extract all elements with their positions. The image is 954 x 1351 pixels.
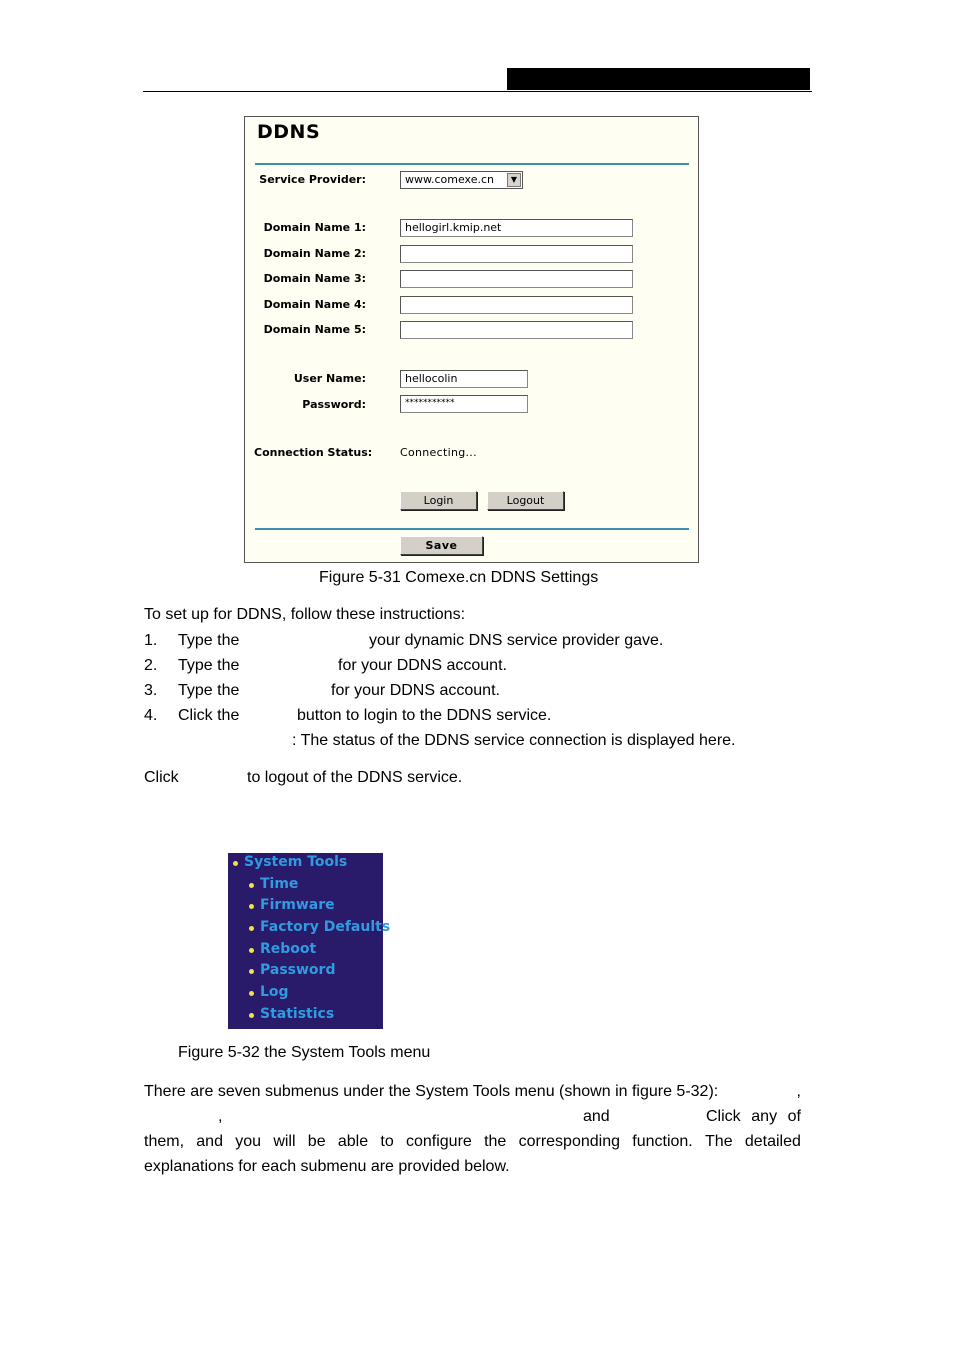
menu-item-log[interactable]: Log bbox=[260, 984, 289, 1000]
menu-item-firmware[interactable]: Firmware bbox=[260, 897, 335, 913]
body-word: able bbox=[337, 1133, 369, 1150]
bullet-icon bbox=[249, 991, 254, 996]
bullet-icon bbox=[249, 926, 254, 931]
domain-name-1-label: Domain Name 1: bbox=[263, 221, 366, 234]
step-4-text: button to login to the DDNS service. bbox=[297, 707, 552, 724]
body-word: Click bbox=[706, 1108, 741, 1125]
service-provider-value: www.comexe.cn bbox=[405, 173, 494, 186]
logout-note-text: to logout of the DDNS service. bbox=[247, 769, 463, 786]
domain-name-1-input[interactable]: hellogirl.kmip.net bbox=[400, 219, 633, 237]
figure-5-32-caption: Figure 5-32 the System Tools menu bbox=[178, 1044, 431, 1061]
body-word: detailed bbox=[744, 1133, 801, 1150]
body-line-3 bbox=[144, 1129, 801, 1154]
header-bar bbox=[507, 68, 810, 90]
step-1-lead: Type the bbox=[178, 632, 240, 649]
body-word: function. bbox=[632, 1133, 693, 1150]
body-word: corresponding bbox=[518, 1133, 620, 1150]
service-provider-label: Service Provider: bbox=[259, 173, 366, 186]
step-3-lead: Type the bbox=[178, 682, 240, 699]
password-label: Password: bbox=[302, 398, 366, 411]
user-name-label: User Name: bbox=[293, 372, 366, 385]
body-paragraph bbox=[144, 1079, 801, 1179]
connection-status-value: Connecting... bbox=[400, 446, 477, 459]
body-word: will bbox=[273, 1133, 296, 1150]
domain-name-5-input[interactable] bbox=[400, 321, 633, 339]
body-word: any bbox=[751, 1108, 778, 1125]
menu-item-system-tools[interactable]: System Tools bbox=[244, 854, 348, 870]
menu-item-factory-defaults[interactable]: Factory Defaults bbox=[260, 919, 391, 935]
body-word: of bbox=[787, 1108, 801, 1125]
domain-name-4-label: Domain Name 4: bbox=[263, 298, 366, 311]
bullet-icon bbox=[249, 1013, 254, 1018]
domain-name-3-input[interactable] bbox=[400, 270, 633, 288]
bullet-icon bbox=[249, 948, 254, 953]
body-word: be bbox=[307, 1133, 326, 1150]
step-2-number: 2. bbox=[144, 657, 158, 674]
login-button[interactable]: Login bbox=[400, 491, 477, 510]
domain-name-5-label: Domain Name 5: bbox=[263, 323, 366, 336]
ddns-settings-panel bbox=[244, 116, 699, 563]
bullet-icon bbox=[249, 883, 254, 888]
panel-title: DDNS bbox=[257, 121, 321, 143]
step-1-text: your dynamic DNS service provider gave. bbox=[369, 632, 664, 649]
password-input[interactable]: *********** bbox=[400, 395, 528, 413]
system-tools-menu bbox=[228, 853, 391, 1029]
menu-item-password[interactable]: Password bbox=[260, 962, 336, 978]
user-name-input[interactable]: hellocolin bbox=[400, 370, 528, 388]
step-1-number: 1. bbox=[144, 632, 158, 649]
body-word: you bbox=[235, 1133, 262, 1150]
domain-name-2-input[interactable] bbox=[400, 245, 633, 263]
body-line-1-end: , bbox=[796, 1083, 801, 1100]
body-line-2-and: and bbox=[583, 1108, 610, 1125]
bullet-icon bbox=[233, 861, 238, 866]
step-4-lead: Click the bbox=[178, 707, 240, 724]
step-4-number: 4. bbox=[144, 707, 158, 724]
step-3-number: 3. bbox=[144, 682, 158, 699]
domain-name-2-label: Domain Name 2: bbox=[263, 247, 366, 260]
body-word: The bbox=[705, 1133, 733, 1150]
body-line-2-end bbox=[706, 1104, 801, 1129]
connection-status-note: : The status of the DDNS service connection is displayed here. bbox=[292, 732, 736, 749]
body-word: to bbox=[380, 1133, 394, 1150]
save-button[interactable]: Save bbox=[400, 536, 483, 555]
figure-5-31-caption: Figure 5-31 Comexe.cn DDNS Settings bbox=[319, 569, 599, 586]
body-word: the bbox=[484, 1133, 507, 1150]
body-line-1-text: There are seven submenus under the System Tools menu (shown in figure 5-32): bbox=[144, 1083, 719, 1100]
logout-note-lead: Click bbox=[144, 769, 179, 786]
body-line-4: explanations for each submenu are provided below. bbox=[144, 1158, 510, 1175]
body-word: them, bbox=[144, 1133, 185, 1150]
panel-bottom-rule bbox=[255, 528, 689, 530]
chevron-down-icon[interactable]: ▼ bbox=[507, 173, 521, 187]
body-line-1 bbox=[144, 1079, 801, 1104]
panel-top-rule bbox=[255, 163, 689, 165]
step-2-lead: Type the bbox=[178, 657, 240, 674]
step-2-text: for your DDNS account. bbox=[338, 657, 507, 674]
body-line-2-comma: , bbox=[218, 1108, 223, 1125]
body-word: and bbox=[196, 1133, 223, 1150]
body-word: configure bbox=[405, 1133, 472, 1150]
step-3-text: for your DDNS account. bbox=[331, 682, 500, 699]
domain-name-4-input[interactable] bbox=[400, 296, 633, 314]
logout-button[interactable]: Logout bbox=[487, 491, 564, 510]
instructions-intro: To set up for DDNS, follow these instructions: bbox=[144, 606, 466, 623]
menu-item-time[interactable]: Time bbox=[260, 876, 299, 892]
bullet-icon bbox=[249, 969, 254, 974]
header-rule bbox=[143, 91, 812, 92]
service-provider-select[interactable] bbox=[400, 171, 523, 189]
menu-item-reboot[interactable]: Reboot bbox=[260, 941, 317, 957]
menu-item-statistics[interactable]: Statistics bbox=[260, 1006, 335, 1022]
bullet-icon bbox=[249, 904, 254, 909]
connection-status-label: Connection Status: bbox=[254, 446, 373, 459]
domain-name-3-label: Domain Name 3: bbox=[263, 272, 366, 285]
